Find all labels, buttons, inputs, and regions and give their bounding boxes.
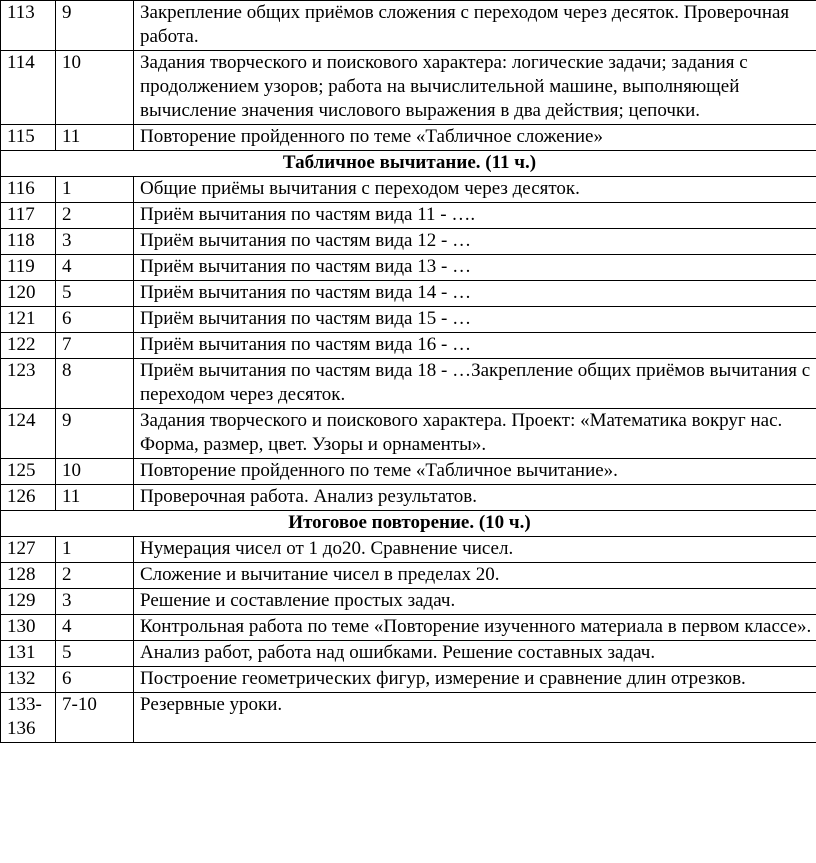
lesson-number: 120 [1,281,56,307]
lesson-number: 118 [1,229,56,255]
lesson-number: 131 [1,641,56,667]
table-row [1,333,816,359]
table-row [1,485,816,511]
lesson-subnumber: 2 [56,563,134,589]
lesson-topic: Приём вычитания по частям вида 14 - … [134,281,816,307]
lesson-topic: Общие приёмы вычитания с переходом через десяток. [134,177,816,203]
table-row [1,281,816,307]
table-row [1,667,816,693]
lesson-topic: Задания творческого и поискового характера. Проект: «Математика вокруг нас. Форма, размер, цвет. Узоры и орнаменты». [134,409,816,459]
table-row [1,177,816,203]
lesson-subnumber: 3 [56,229,134,255]
lesson-plan-body [1,1,816,743]
table-row [1,589,816,615]
lesson-number: 113 [1,1,56,51]
lesson-subnumber: 1 [56,177,134,203]
lesson-topic: Нумерация чисел от 1 до20. Сравнение чисел. [134,537,816,563]
lesson-topic: Приём вычитания по частям вида 15 - … [134,307,816,333]
table-row [1,563,816,589]
lesson-subnumber: 1 [56,537,134,563]
lesson-subnumber: 10 [56,51,134,125]
lesson-topic: Повторение пройденного по теме «Табличное вычитание». [134,459,816,485]
table-row [1,693,816,743]
lesson-topic: Приём вычитания по частям вида 13 - … [134,255,816,281]
lesson-number: 130 [1,615,56,641]
lesson-topic: Контрольная работа по теме «Повторение изученного материала в первом классе». [134,615,816,641]
lesson-subnumber: 3 [56,589,134,615]
section-header-row [1,511,816,537]
table-row [1,1,816,51]
section-title: Итоговое повторение. (10 ч.) [1,511,816,537]
lesson-number: 121 [1,307,56,333]
lesson-subnumber: 5 [56,281,134,307]
table-row [1,641,816,667]
lesson-topic: Резервные уроки. [134,693,816,743]
table-row [1,409,816,459]
table-row [1,615,816,641]
lesson-number: 117 [1,203,56,229]
lesson-topic: Повторение пройденного по теме «Табличное сложение» [134,125,816,151]
lesson-number: 128 [1,563,56,589]
lesson-subnumber: 4 [56,255,134,281]
lesson-subnumber: 9 [56,1,134,51]
lesson-subnumber: 7-10 [56,693,134,743]
table-row [1,307,816,333]
lesson-topic: Сложение и вычитание чисел в пределах 20. [134,563,816,589]
lesson-number: 123 [1,359,56,409]
table-row [1,125,816,151]
table-row [1,203,816,229]
lesson-subnumber: 7 [56,333,134,359]
table-row [1,459,816,485]
lesson-topic: Приём вычитания по частям вида 18 - …Закрепление общих приёмов вычитания с переходом через десяток. [134,359,816,409]
lesson-number: 119 [1,255,56,281]
lesson-number: 122 [1,333,56,359]
lesson-topic: Проверочная работа. Анализ результатов. [134,485,816,511]
lesson-topic: Решение и составление простых задач. [134,589,816,615]
lesson-topic: Закрепление общих приёмов сложения с переходом через десяток. Проверочная работа. [134,1,816,51]
lesson-topic: Приём вычитания по частям вида 16 - … [134,333,816,359]
lesson-subnumber: 11 [56,125,134,151]
table-row [1,51,816,125]
lesson-subnumber: 10 [56,459,134,485]
lesson-number: 126 [1,485,56,511]
lesson-number: 114 [1,51,56,125]
lesson-subnumber: 11 [56,485,134,511]
lesson-number: 124 [1,409,56,459]
table-row [1,255,816,281]
lesson-subnumber: 5 [56,641,134,667]
lesson-number: 125 [1,459,56,485]
lesson-number: 132 [1,667,56,693]
lesson-number: 127 [1,537,56,563]
lesson-topic: Анализ работ, работа над ошибками. Решение составных задач. [134,641,816,667]
lesson-subnumber: 4 [56,615,134,641]
lesson-subnumber: 6 [56,667,134,693]
lesson-number: 129 [1,589,56,615]
lesson-subnumber: 6 [56,307,134,333]
table-row [1,359,816,409]
section-title: Табличное вычитание. (11 ч.) [1,151,816,177]
lesson-subnumber: 9 [56,409,134,459]
lesson-number: 116 [1,177,56,203]
table-row [1,229,816,255]
lesson-number: 133-136 [1,693,56,743]
section-header-row [1,151,816,177]
lesson-topic: Приём вычитания по частям вида 11 - …. [134,203,816,229]
table-row [1,537,816,563]
lesson-topic: Построение геометрических фигур, измерение и сравнение длин отрезков. [134,667,816,693]
lesson-subnumber: 2 [56,203,134,229]
lesson-topic: Приём вычитания по частям вида 12 - … [134,229,816,255]
lesson-number: 115 [1,125,56,151]
lesson-topic: Задания творческого и поискового характера: логические задачи; задания с продолжением узоров; работа на вычислительной машине, выполняющей вычисление значения числового выражения в два действия; цепочки. [134,51,816,125]
lesson-subnumber: 8 [56,359,134,409]
